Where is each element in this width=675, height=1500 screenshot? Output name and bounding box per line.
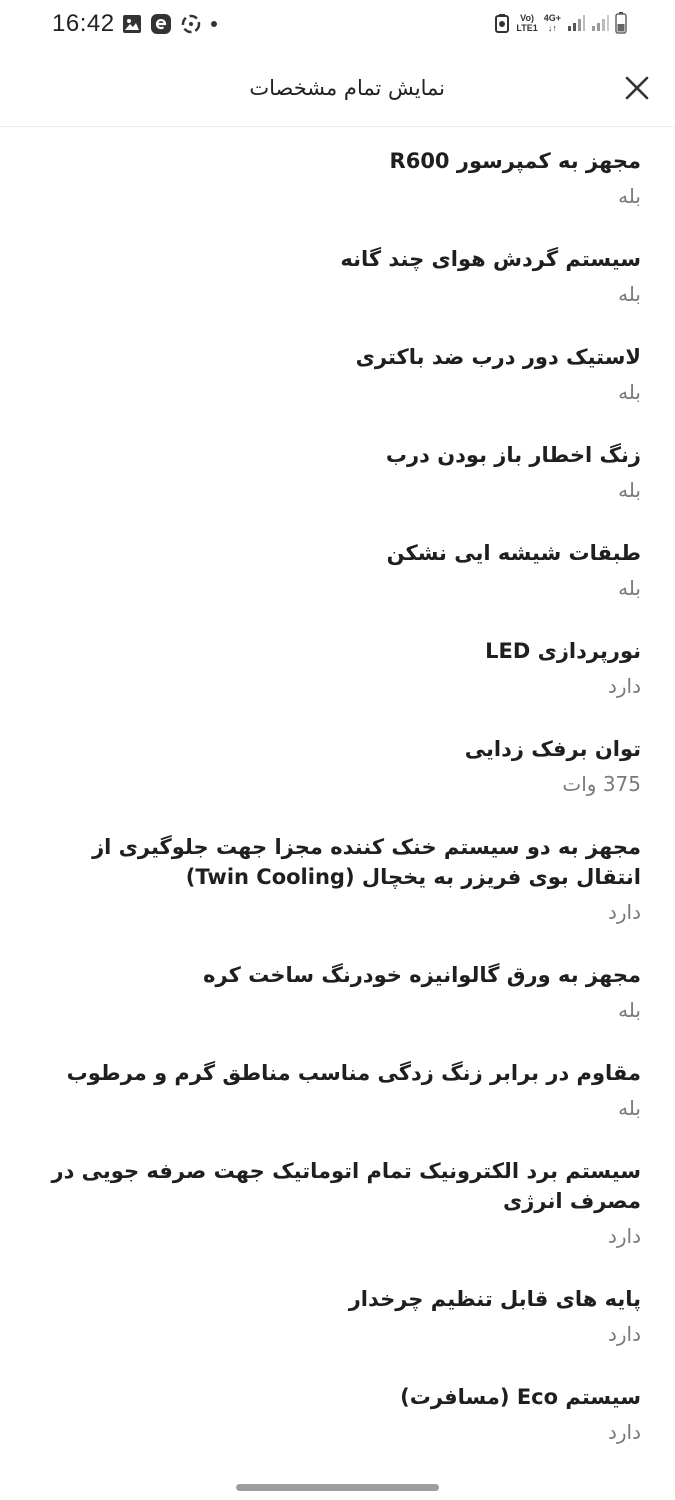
spec-row [0,520,675,618]
battery-icon [615,12,627,34]
sync-app-icon [180,13,202,35]
spec-value: بله [618,282,641,306]
spec-row [0,422,675,520]
close-icon [624,75,650,105]
spec-row [0,716,675,814]
spec-row [0,942,675,1040]
spec-row [0,1138,675,1266]
spec-label: سیستم گردش هوای چند گانه [340,247,641,271]
spec-row [0,226,675,324]
more-notifications-dot-icon [210,20,218,28]
volte-label: Vo) [520,13,534,23]
gesture-nav-handle[interactable] [236,1484,439,1491]
gallery-icon [122,14,142,34]
spec-value: دارد [607,1420,641,1444]
spec-label: سیستم Eco (مسافرت) [400,1385,641,1409]
network-gen-label: 4G+ [543,13,561,23]
recycle-battery-icon [494,13,510,33]
signal-sim1-icon [567,14,585,32]
e-app-icon [150,13,172,35]
spec-row [0,128,675,226]
spec-value: 375 وات [562,772,641,796]
spec-row [0,1040,675,1138]
spec-value: بله [618,576,641,600]
spec-row [0,814,675,942]
spec-row [0,324,675,422]
spec-value: دارد [607,900,641,924]
volte-indicator [516,13,537,33]
signal-sim2-icon [591,14,609,32]
spec-label: پایه های قابل تنظیم چرخدار [348,1287,641,1311]
spec-row [0,1266,675,1364]
spec-value: دارد [607,1322,641,1346]
spec-label: زنگ اخطار باز بودن درب [385,443,641,467]
spec-value: بله [618,380,641,404]
spec-label: توان برفک زدایی [464,737,641,761]
status-time: 16:42 [52,10,115,37]
spec-label: نورپردازی LED [485,639,641,663]
spec-row [0,618,675,716]
spec-label: مجهز به دو سیستم خنک کننده مجزا جهت جلوگیری از انتقال بوی فریزر به یخچال (Twin Cooling) [92,835,641,889]
spec-label: مجهز به ورق گالوانیزه خودرنگ ساخت کره [203,963,641,987]
spec-value: بله [618,184,641,208]
close-button[interactable] [621,74,653,106]
status-bar [0,0,675,52]
page-header [0,56,675,127]
spec-value: دارد [607,674,641,698]
spec-list [0,128,675,1462]
status-notification-icons [122,13,218,35]
spec-value: دارد [607,1224,641,1248]
spec-label: سیستم برد الکترونیک تمام اتوماتیک جهت صرفه جویی در مصرف انرژی [51,1159,641,1213]
spec-value: بله [618,478,641,502]
lte-label: LTE1 [516,23,538,33]
data-arrows-icon: ↓↑ [547,23,557,33]
page-title: نمایش تمام مشخصات [249,76,445,100]
spec-label: مقاوم در برابر زنگ زدگی مناسب مناطق گرم و مرطوب [66,1061,641,1085]
spec-row [0,1364,675,1462]
spec-label: مجهز به کمپرسور R600 [389,149,641,173]
spec-label: لاستیک دور درب ضد باکتری [355,345,641,369]
spec-value: بله [618,1096,641,1120]
spec-value: بله [618,998,641,1022]
network-type-indicator [544,13,561,33]
status-system-icons [494,12,627,34]
spec-label: طبقات شیشه ایی نشکن [386,541,641,565]
